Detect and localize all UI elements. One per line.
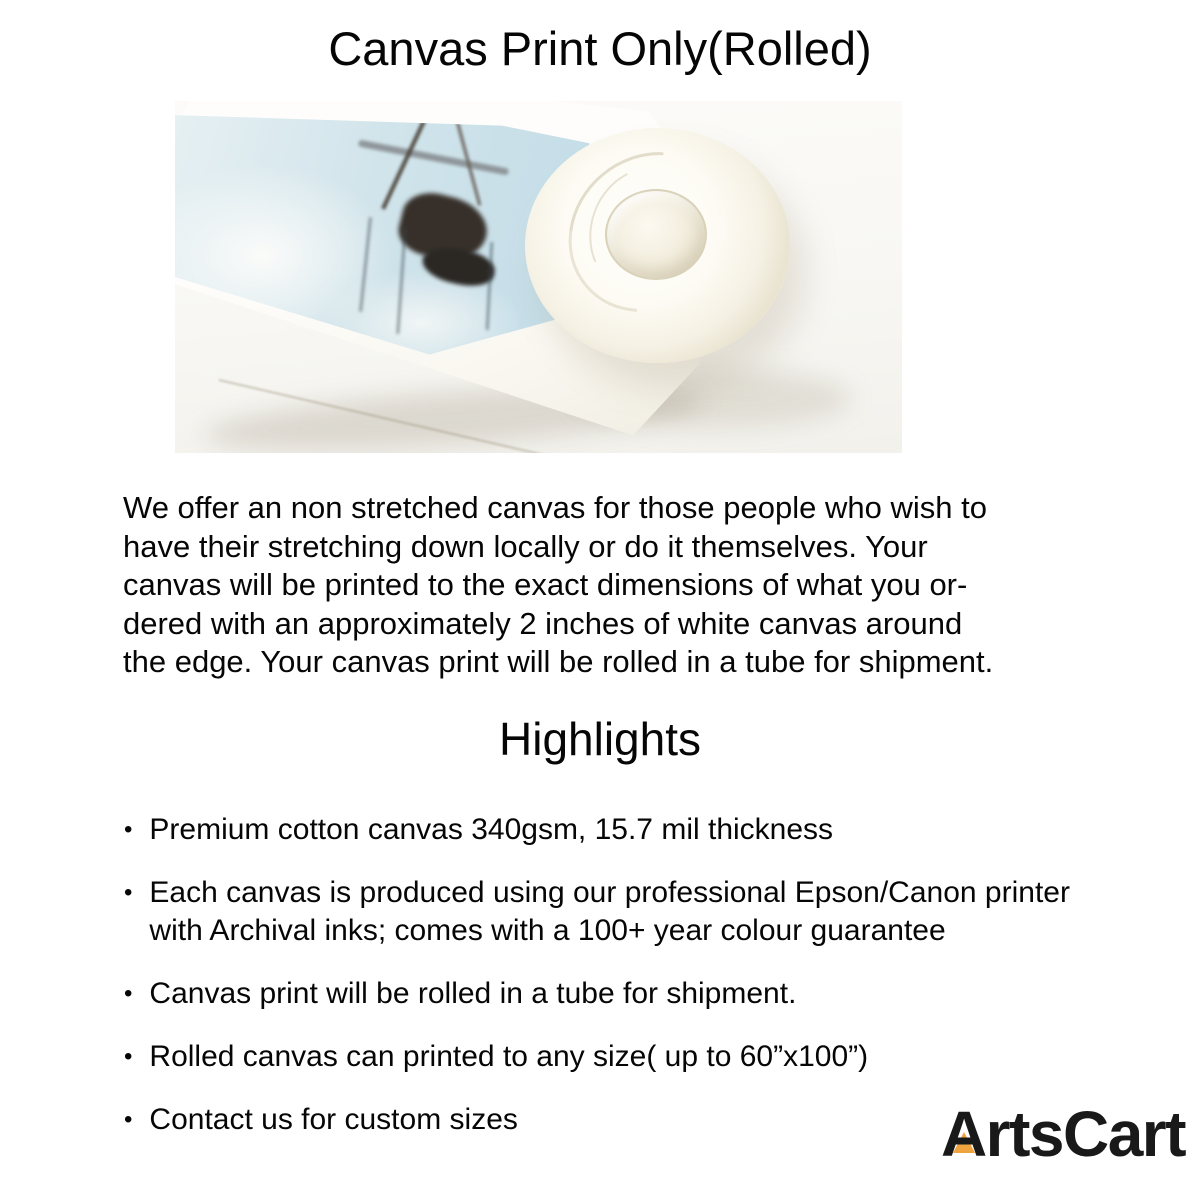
highlight-item [124, 1038, 1134, 1076]
intro-line: the edge. Your canvas print will be rolled in a tube for shipment. [123, 644, 994, 679]
canvas-roll [525, 128, 790, 363]
highlight-text: Contact us for custom sizes [149, 1103, 518, 1136]
highlight-text: Rolled canvas can printed to any size( up to 60”x100”) [149, 1040, 869, 1073]
highlight-item [124, 874, 1134, 950]
highlight-text: Each canvas is produced using our professional Epson/Canon printer with Archival inks; comes with a 100+ year colour guarantee [149, 876, 1070, 947]
brand-logo [940, 1098, 1185, 1170]
intro-line: We offer an non stretched canvas for those people who wish to [123, 490, 987, 525]
highlight-item [124, 975, 1134, 1013]
highlight-text: Premium cotton canvas 340gsm, 15.7 mil thickness [149, 813, 834, 846]
logo-text-rest: rtsCart [985, 1098, 1185, 1170]
bullet-icon: • [124, 879, 133, 906]
intro-paragraph [123, 489, 993, 682]
intro-line: canvas will be printed to the exact dimensions of what you or- [123, 567, 968, 602]
highlights-heading: Highlights [499, 713, 701, 765]
logo-letter-a-glyph: A [940, 1098, 986, 1170]
page-title: Canvas Print Only(Rolled) [328, 22, 872, 75]
bullet-icon: • [124, 1106, 133, 1133]
intro-line: dered with an approximately 2 inches of white canvas around [123, 605, 963, 641]
bullet-icon: • [124, 1043, 133, 1070]
bullet-icon: • [124, 816, 133, 843]
intro-line: have their stretching down locally or do it themselves. Your [123, 528, 928, 564]
roll-inner-core [605, 189, 707, 280]
highlight-text: Canvas print will be rolled in a tube for shipment. [149, 977, 797, 1010]
highlight-item [124, 811, 1134, 849]
product-photo [175, 101, 902, 453]
bullet-icon: • [124, 980, 133, 1007]
logo-letter-a [940, 1098, 986, 1170]
